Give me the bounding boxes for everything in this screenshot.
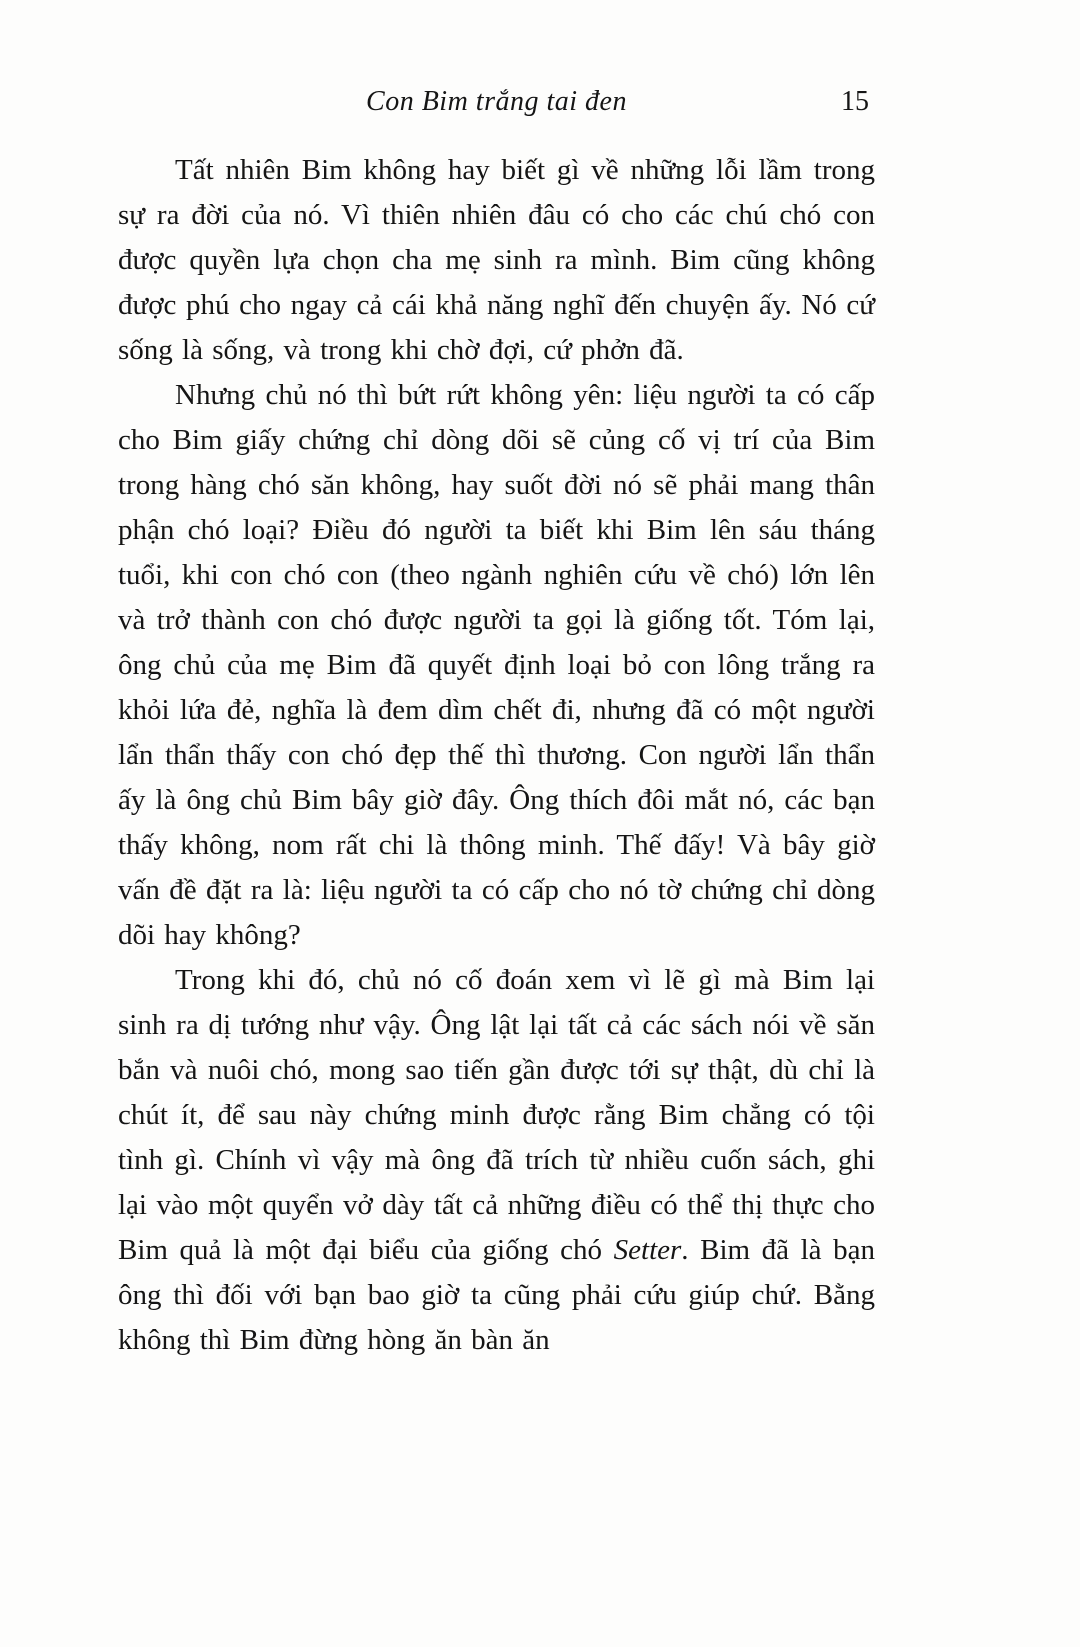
setter-breed-italic: Setter xyxy=(613,1234,682,1266)
paragraph-2: Nhưng chủ nó thì bứt rứt không yên: liệu người ta có cấp cho Bim giấy chứng chỉ dòng dõi sẽ củng cố vị trí của Bim trong hàng chó săn không, hay suốt đời nó sẽ phải mang thân phận chó loại? Điều đó người ta biết khi Bim lên sáu tháng tuổi, khi con chó con (theo ngành nghiên cứu về chó) lớn lên và trở thành con chó được người ta gọi là giống tốt. Tóm lại, ông chủ của mẹ Bim đã quyết định loại bỏ con lông trắng ra khỏi lứa đẻ, nghĩa là đem dìm chết đi, nhưng đã có một người lẩn thẩn thấy con chó đẹp thế thì thương. Con người lẩn thẩn ấy là ông chủ Bim bây giờ đây. Ông thích đôi mắt nó, các bạn thấy không, nom rất chi là thông minh. Thế đấy! Và bây giờ vấn đề đặt ra là: liệu người ta có cấp cho nó tờ chứng chỉ dòng dõi hay không? xyxy=(118,379,875,951)
paragraph-3 xyxy=(118,958,875,1363)
paragraph-3-segment-after: . Bim đã là bạn ông thì đối với bạn bao giờ ta cũng phải cứu giúp chứ. Bằng không thì Bim đừng hòng ăn bàn ăn xyxy=(118,1234,875,1356)
page-number: 15 xyxy=(841,86,869,117)
body-text xyxy=(118,148,875,1363)
paragraph-1: Tất nhiên Bim không hay biết gì về những lỗi lầm trong sự ra đời của nó. Vì thiên nhiên đâu có cho các chú chó con được quyền lựa chọn cha mẹ sinh ra mình. Bim cũng không được phú cho ngay cả cái khả năng nghĩ đến chuyện ấy. Nó cứ sống là sống, và trong khi chờ đợi, cứ phởn đã. xyxy=(118,154,875,366)
paragraph-3-segment-before: Trong khi đó, chủ nó cố đoán xem vì lẽ gì mà Bim lại sinh ra dị tướng như vậy. Ông lật lại tất cả các sách nói về săn bắn và nuôi chó, mong sao tiến gần được tới sự thật, dù chỉ là chút ít, để sau này chứng minh được rằng Bim chẳng có tội tình gì. Chính vì vậy mà ông đã trích từ nhiều cuốn sách, ghi lại vào một quyển vở dày tất cả những điều có thể thị thực cho Bim quả là một đại biểu của giống chó xyxy=(118,964,875,1266)
running-head xyxy=(118,82,875,122)
running-title: Con Bim trắng tai đen xyxy=(366,86,627,117)
